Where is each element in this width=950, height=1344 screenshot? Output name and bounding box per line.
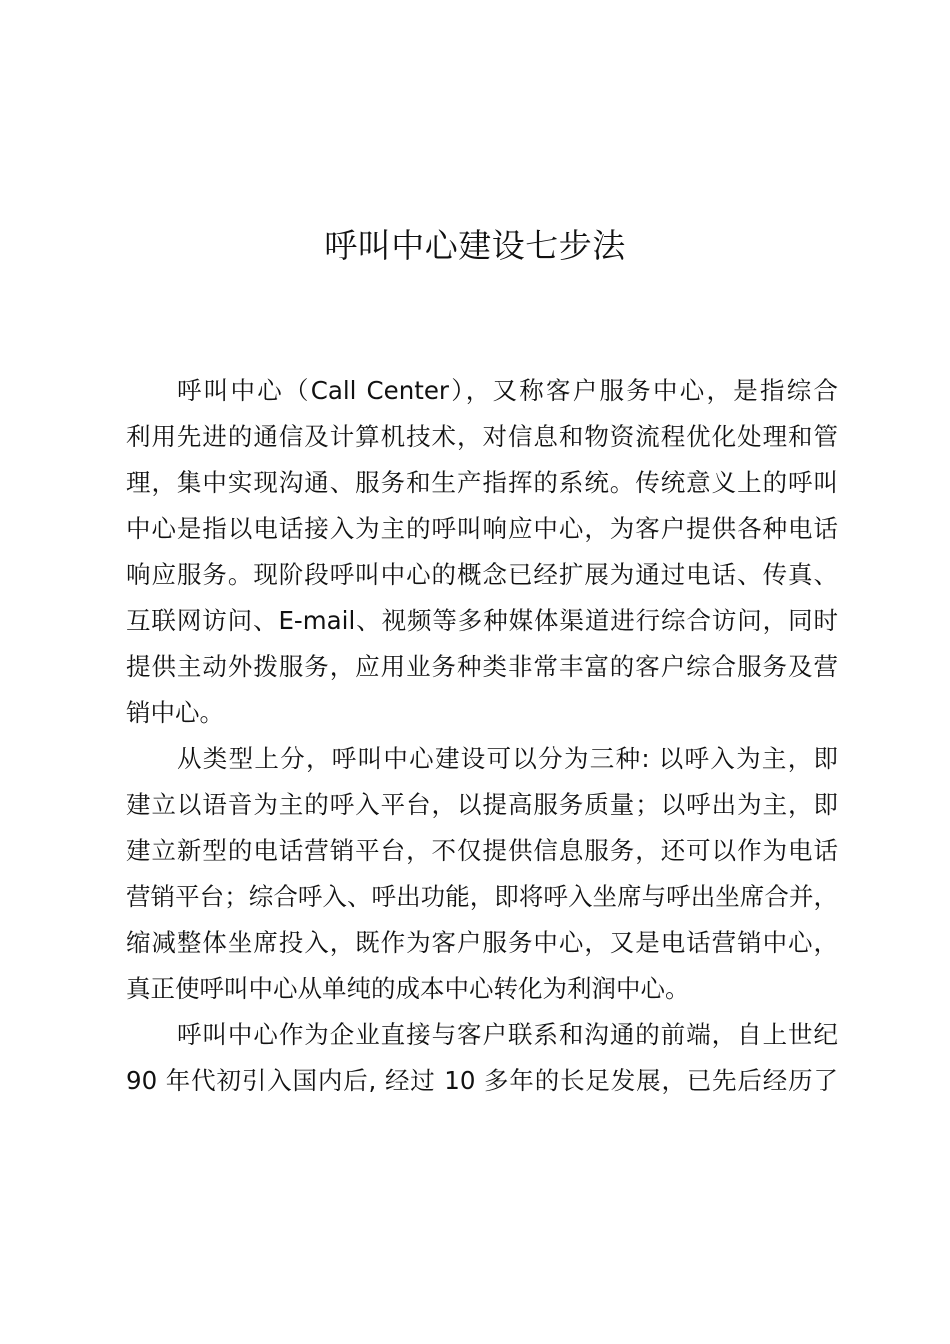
text-line: 销中心。 <box>126 698 224 727</box>
text-line: 利用先进的通信及计算机技术，对信息和物资流程优化处理和管 <box>126 422 838 451</box>
text-line: 呼叫中心作为企业直接与客户联系和沟通的前端，自上世纪 <box>177 1020 838 1049</box>
text-line: 提供主动外拨服务，应用业务种类非常丰富的客户综合服务及营 <box>126 652 838 681</box>
text-line: 中心是指以电话接入为主的呼叫响应中心，为客户提供各种电话 <box>126 514 838 543</box>
paragraph-2 <box>126 736 838 1012</box>
text-line: 呼叫中心（Call Center），又称客户服务中心，是指综合 <box>177 376 838 405</box>
text-line: 响应服务。现阶段呼叫中心的概念已经扩展为通过电话、传真、 <box>126 560 838 589</box>
paragraph-1 <box>126 368 838 736</box>
text-line: 建立新型的电话营销平台，不仅提供信息服务，还可以作为电话 <box>126 836 838 865</box>
text-line: 90 年代初引入国内后, 经过 10 多年的长足发展，已先后经历了 <box>126 1066 838 1095</box>
text-line: 从类型上分，呼叫中心建设可以分为三种: 以呼入为主，即 <box>177 744 838 773</box>
text-line: 真正使呼叫中心从单纯的成本中心转化为利润中心。 <box>126 974 690 1003</box>
text-line: 建立以语音为主的呼入平台，以提高服务质量；以呼出为主，即 <box>126 790 838 819</box>
text-line: 缩减整体坐席投入，既作为客户服务中心，又是电话营销中心， <box>126 928 838 957</box>
text-line: 互联网访问、E-mail、视频等多种媒体渠道进行综合访问，同时 <box>126 606 838 635</box>
document-body <box>126 368 838 1104</box>
paragraph-3 <box>126 1012 838 1104</box>
document-title: 呼叫中心建设七步法 <box>324 226 626 265</box>
text-line: 理，集中实现沟通、服务和生产指挥的系统。传统意义上的呼叫 <box>126 468 838 497</box>
text-line: 营销平台；综合呼入、呼出功能，即将呼入坐席与呼出坐席合并， <box>126 882 838 911</box>
